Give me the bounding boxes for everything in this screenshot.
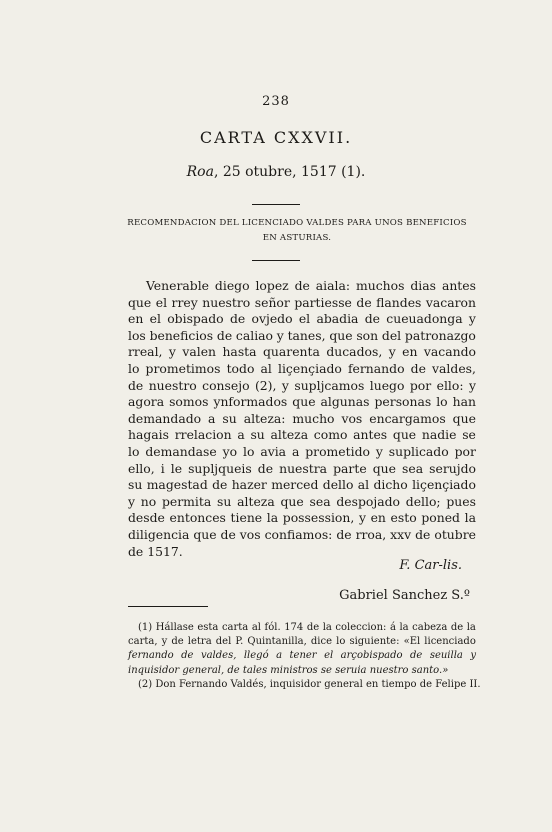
dateline-place: Roa [186,164,214,180]
body-line: Venerable diego lopez de aiala: muchos dias antes [146,278,476,293]
page-number: 238 [262,94,290,109]
body-line: en el obispado de ovjedo el abadia de cueuadonga y [128,311,476,327]
footnote-1-line: inquisidor general, de tales ministros se seruia nuestro santo.» [128,664,449,676]
footnotes [128,621,481,692]
body-line: hagais rrelacion a su alteza como antes que nadie se [128,427,476,443]
body-line: que el rrey nuestro señor partiesse de flandes vacaron [128,294,476,310]
body-line: rreal, y valen hasta quarenta ducados, y en vacando [128,344,476,360]
body-line: su magestad de hazer merced dello al dicho liçençiado [128,477,476,493]
body-line: ello, i le supljqueis de nuestra parte que sea serujdo [128,460,476,476]
body-line: lo prometimos todo al liçençiado fernando de valdes, [128,360,476,376]
rule-top [252,204,300,205]
body-line: demandado a su alteza: mucho vos encargamos que [128,410,476,426]
body-line: y no permita su alteza que sea despojado dello; pues [128,493,476,509]
rule-middle [252,260,300,261]
letter-body [128,278,476,560]
body-line: los beneficios de caliao y tanes, que son del patronazgo [128,327,476,343]
body-line: lo demandase yo lo avia a prometido y suplicado por [128,443,476,459]
body-line: diligencia que de vos confiamos: de rroa, xxv de otubre [128,526,476,542]
signature-2: Gabriel Sanchez S.º [339,588,470,603]
letter-title: CARTA CXXVII. [199,128,353,147]
signature-1: F. Car-lis. [399,558,462,573]
letter-heading [118,216,476,246]
heading-line: RECOMENDACION DEL LICENCIADO VALDES PARA UNOS BENEFICIOS [127,218,467,228]
footnote-1-line: carta, y de letra del P. Quintanilla, dice lo siguiente: «El licenciado [128,636,476,648]
footnote-1-line: fernando de valdes, llegó a tener el arçobispado de seuilla y [128,650,476,662]
body-line: de nuestro consejo (2), y supljcamos luego por ello: y [128,377,476,393]
footnote-rule [128,606,208,607]
body-line: desde entonces tiene la possession, y en esto poned la [128,510,476,526]
dateline-date: , 25 otubre, 1517 (1). [213,164,366,180]
body-line: agora somos ynformados que algunas personas lo han [128,394,476,410]
footnote-2: (2) Don Fernando Valdés, inquisidor general en tiempo de Felipe II. [138,678,481,690]
footnote-1-line: (1) Hállase esta carta al fól. 174 de la coleccion: á la cabeza de la [138,622,476,633]
heading-line: EN ASTURIAS. [262,233,332,243]
dateline [0,164,552,180]
body-line: de 1517. [128,543,183,559]
